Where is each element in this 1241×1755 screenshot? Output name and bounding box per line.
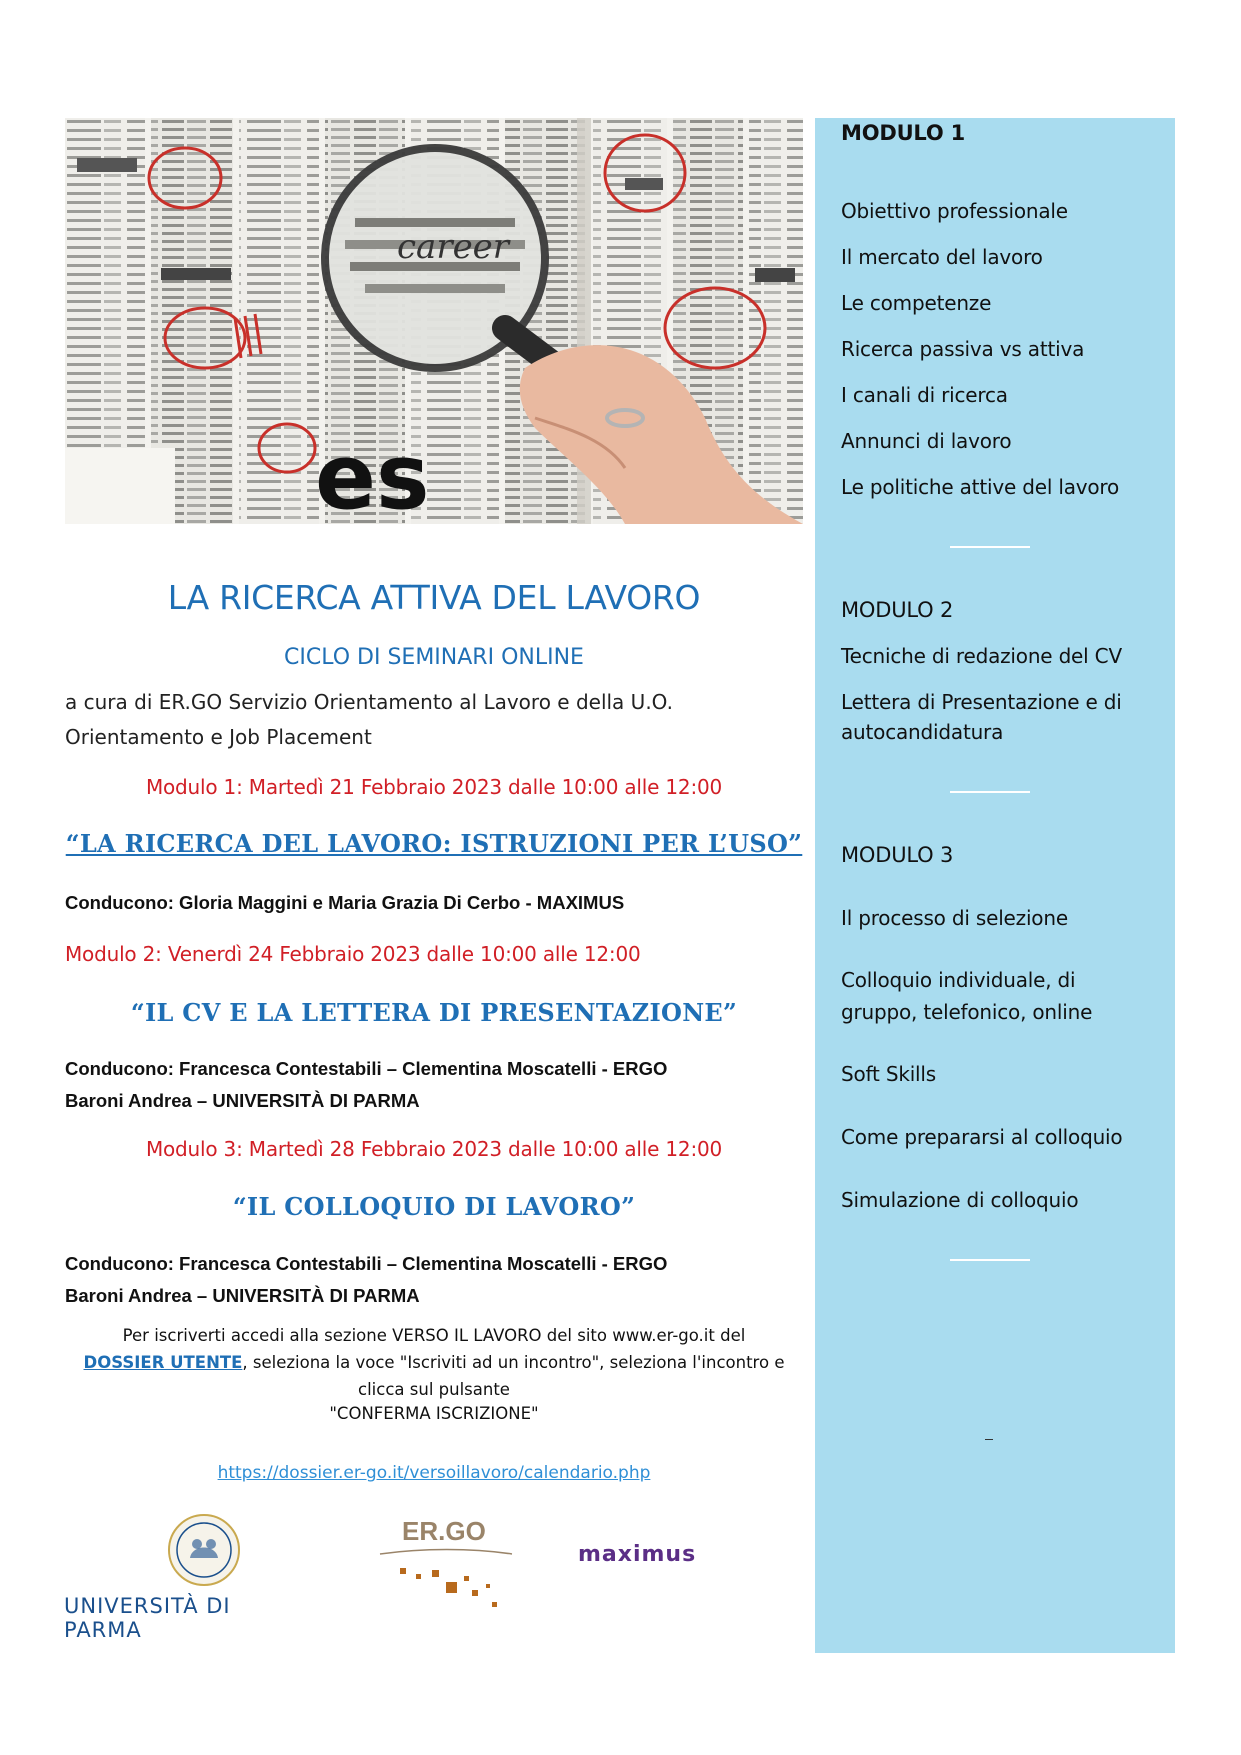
dossier-utente-link[interactable]: DOSSIER UTENTE [83, 1353, 243, 1372]
modulo1-item: Il mercato del lavoro [841, 245, 1043, 269]
curator-line: a cura di ER.GO Servizio Orientamento al Lavoro e della U.O. [65, 690, 673, 714]
hero-image [65, 118, 803, 524]
ergo-squares-icon [372, 1546, 522, 1616]
registration-line: clicca sul pulsante [358, 1380, 510, 1399]
svg-text:career: career [397, 227, 510, 267]
modulo2-heading: MODULO 2 [841, 598, 954, 622]
newspaper-magnifier-illustration [65, 118, 803, 524]
curator-line: Orientamento e Job Placement [65, 725, 372, 749]
modulo3-item: Soft Skills [841, 1062, 936, 1086]
registration-line: "CONFERMA ISCRIZIONE" [329, 1404, 539, 1423]
registration-line: Per iscriverti accedi alla sezione VERSO IL LAVORO del sito www.er-go.it del [122, 1326, 746, 1345]
modulo1-item: I canali di ricerca [841, 383, 1008, 407]
modulo1-item: Le politiche attive del lavoro [841, 475, 1120, 499]
modulo2-item: autocandidatura [841, 720, 1004, 744]
maximus-logo: maximus [578, 1542, 697, 1567]
modulo3-item: Il processo di selezione [841, 906, 1068, 930]
sidebar-divider [950, 1259, 1030, 1261]
page-subtitle: CICLO DI SEMINARI ONLINE [284, 645, 584, 670]
modulo3-lead: Baroni Andrea – UNIVERSITÀ DI PARMA [65, 1285, 420, 1306]
modulo3-title: “IL COLLOQUIO DI LAVORO” [232, 1192, 636, 1221]
modulo1-heading: MODULO 1 [841, 121, 966, 145]
registration-line: DOSSIER UTENTE, seleziona la voce "Iscriviti ad un incontro", seleziona l'incontro e [83, 1353, 785, 1372]
modulo1-date: Modulo 1: Martedì 21 Febbraio 2023 dalle 10:00 alle 12:00 [145, 775, 723, 799]
modulo2-lead: Conducono: Francesca Contestabili – Clementina Moscatelli - ERGO [65, 1058, 668, 1079]
modulo3-item: Colloquio individuale, di [841, 968, 1076, 992]
sidebar-divider [950, 546, 1030, 548]
modulo1-item: Obiettivo professionale [841, 199, 1068, 223]
modulo2-title: “IL CV E LA LETTERA DI PRESENTAZIONE” [130, 998, 738, 1027]
ergo-logo-text: ER.GO [402, 1516, 486, 1546]
svg-text:es: es [315, 425, 430, 524]
modulo3-item: Come prepararsi al colloquio [841, 1125, 1123, 1149]
modulo2-lead: Baroni Andrea – UNIVERSITÀ DI PARMA [65, 1090, 420, 1111]
modulo2-item: Tecniche di redazione del CV [841, 644, 1122, 668]
unipr-logo-text: UNIVERSITÀ DI PARMA [64, 1594, 231, 1642]
modulo3-item: Simulazione di colloquio [841, 1188, 1079, 1212]
modulo2-item: Lettera di Presentazione e di [841, 690, 1122, 714]
modulo3-heading: MODULO 3 [841, 843, 954, 867]
modulo3-lead: Conducono: Francesca Contestabili – Clementina Moscatelli - ERGO [65, 1253, 668, 1274]
modulo2-date: Modulo 2: Venerdì 24 Febbraio 2023 dalle 10:00 alle 12:00 [65, 942, 641, 966]
universita-di-parma-logo [62, 1514, 312, 1642]
modulo1-lead: Conducono: Gloria Maggini e Maria Grazia Di Cerbo - MAXIMUS [65, 892, 625, 913]
modulo3-date: Modulo 3: Martedì 28 Febbraio 2023 dalle 10:00 alle 12:00 [145, 1137, 723, 1161]
modulo1-item: Ricerca passiva vs attiva [841, 337, 1085, 361]
modulo3-item: gruppo, telefonico, online [841, 1000, 1093, 1024]
modulo1-item: Le competenze [841, 291, 992, 315]
modulo1-item: Annunci di lavoro [841, 429, 1012, 453]
ergo-logo [372, 1516, 522, 1616]
page-title: LA RICERCA ATTIVA DEL LAVORO [167, 578, 701, 617]
calendar-url-link[interactable]: https://dossier.er-go.it/versoillavoro/calendario.php [217, 1463, 651, 1483]
modulo1-title: “LA RICERCA DEL LAVORO: ISTRUZIONI PER L’USO” [65, 829, 803, 858]
sidebar-divider [950, 791, 1030, 793]
sidebar-dash [985, 1439, 993, 1440]
